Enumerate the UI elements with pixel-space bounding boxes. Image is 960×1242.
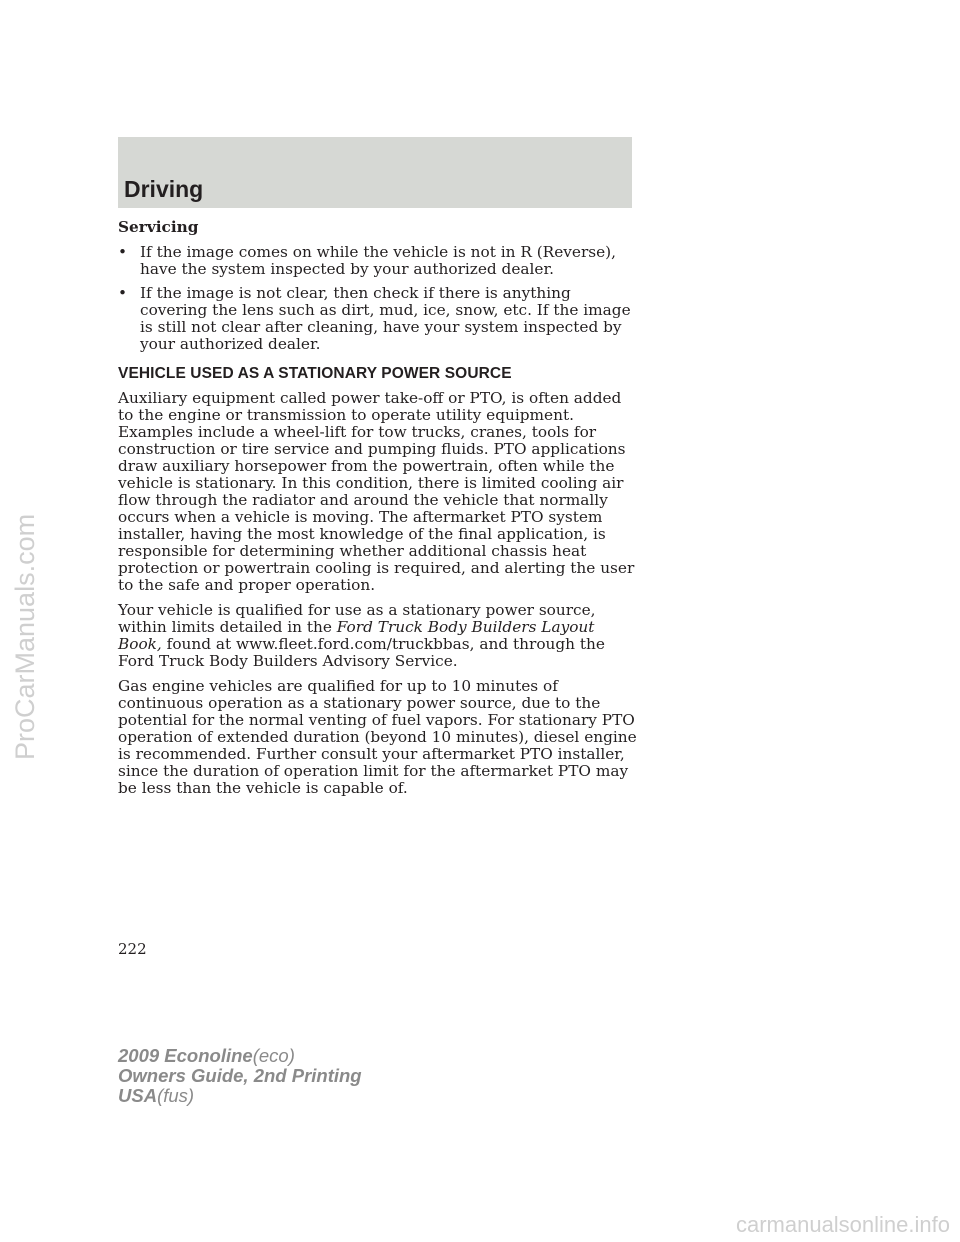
qualified-paragraph	[118, 602, 638, 670]
section-title: Driving	[124, 176, 204, 202]
footer-line-3	[118, 1086, 362, 1106]
servicing-list	[118, 244, 638, 353]
footer-market-code: (fus)	[157, 1085, 195, 1106]
document-footer	[118, 1046, 362, 1106]
footer-market: USA	[118, 1085, 158, 1106]
qualified-text-end: found at www.fleet.ford.com/truckbbas, and through the Ford Truck Body Builders Advisory Service.	[118, 635, 605, 670]
bullet-icon: •	[118, 243, 128, 261]
page-content	[118, 219, 638, 805]
stationary-power-heading: VEHICLE USED AS A STATIONARY POWER SOURCE	[118, 365, 512, 382]
footer-line-1	[118, 1046, 362, 1066]
servicing-item	[118, 285, 638, 353]
footer-model-code: (eco)	[252, 1045, 295, 1066]
servicing-item-text: If the image comes on while the vehicle is not in R (Reverse), have the system inspected by your authorized dealer.	[140, 243, 616, 278]
gas-engine-paragraph: Gas engine vehicles are qualified for up to 10 minutes of continuous operation as a stationary power source, due to the potential for the normal venting of fuel vapors. For stationary PTO operation of extended duration (beyond 10 minutes), diesel engine is recommended. Further consult your aftermarket PTO installer, since the duration of operation limit for the aftermarket PTO may be less than the vehicle is capable of.	[118, 677, 637, 797]
bullet-icon: •	[118, 284, 128, 302]
bottom-watermark: carmanualsonline.info	[735, 1212, 950, 1237]
page-number: 222	[118, 940, 147, 958]
servicing-item-text: If the image is not clear, then check if there is anything covering the lens such as dirt, mud, ice, snow, etc. If the image is still not clear after cleaning, have your system inspected by your authorized dealer.	[140, 284, 631, 353]
side-watermark: ProCarManuals.com	[10, 513, 40, 760]
footer-line-2: Owners Guide, 2nd Printing	[118, 1065, 362, 1086]
pto-paragraph: Auxiliary equipment called power take-off or PTO, is often added to the engine or transmission to operate utility equipment. Examples include a wheel-lift for tow trucks, cranes, tools for construction or tire service and pumping fluids. PTO applications draw auxiliary horsepower from the powertrain, often while the vehicle is stationary. In this condition, there is limited cooling air flow through the radiator and around the vehicle that normally occurs when a vehicle is moving. The aftermarket PTO system installer, having the most knowledge of the final application, is responsible for determining whether additional chassis heat protection or powertrain cooling is required, and alerting the user to the safe and proper operation.	[118, 389, 635, 594]
servicing-heading: Servicing	[118, 218, 199, 236]
qualified-text-start: Your vehicle is qualified for use as a stationary power source, within limits detailed in the	[118, 601, 596, 636]
servicing-item	[118, 244, 638, 278]
footer-model: 2009 Econoline	[118, 1045, 253, 1066]
layout-book-title: Ford Truck Body Builders Layout Book,	[118, 618, 595, 653]
